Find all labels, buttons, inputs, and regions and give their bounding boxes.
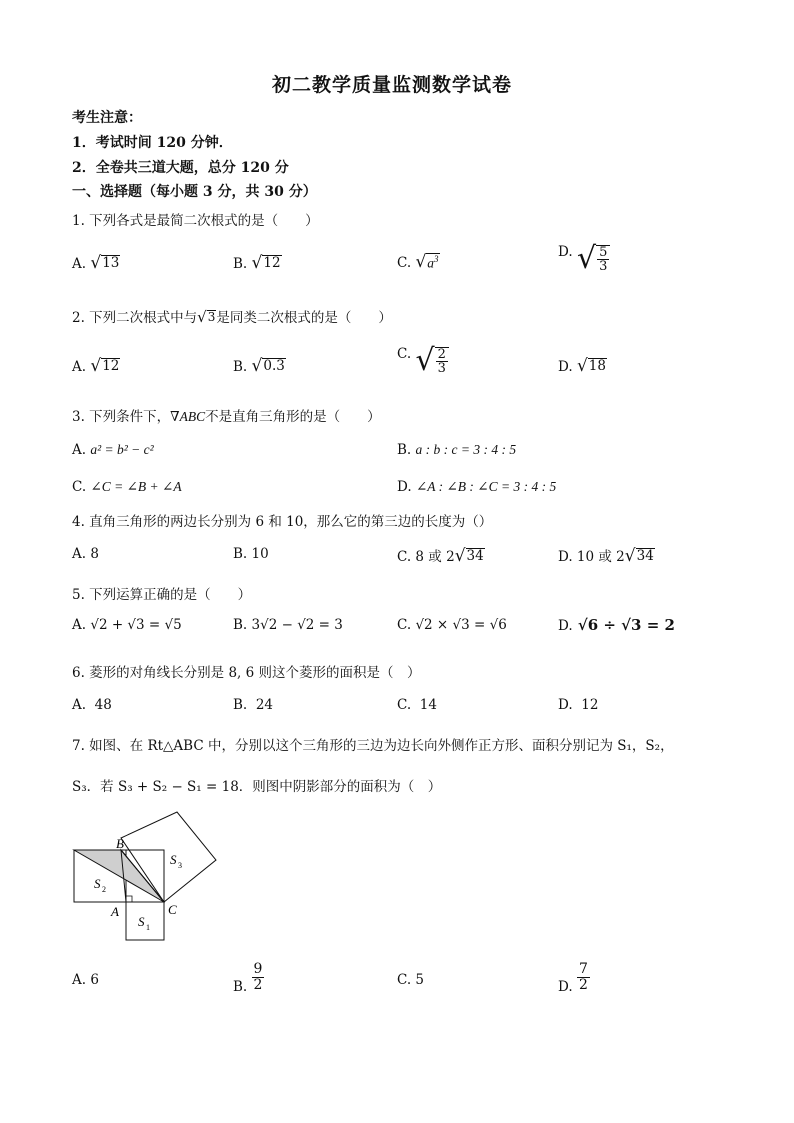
q1-c-label: C. — [397, 255, 412, 272]
q4-d-radical: √ 34 — [624, 546, 654, 566]
q2-stem — [72, 306, 392, 326]
q3-stem — [72, 405, 381, 425]
q7-b-denominator: 2 — [253, 976, 263, 993]
q5-b-label: B. — [233, 617, 248, 633]
q1-d-label: D. — [558, 244, 573, 260]
q3-stem-pre: 3. 下列条件下， — [72, 409, 171, 425]
q3-option-d — [397, 479, 556, 495]
q5-c-expr: √2 × √3 = √6 — [415, 617, 507, 633]
q2-stem-pre: 2. 下列二次根式中与 — [72, 310, 198, 326]
q2-option-b — [233, 358, 286, 375]
q2-d-value: 18 — [588, 358, 606, 375]
label-a: A — [111, 904, 119, 919]
q2-a-label: A. — [72, 359, 87, 375]
q1-a-radical: √ 13 — [90, 253, 120, 273]
q6-option-c — [397, 697, 437, 713]
q7-option-c: C. 5 — [397, 972, 425, 988]
q1-b-value: 12 — [263, 255, 281, 272]
label-s3: S — [170, 852, 177, 867]
q7-option-b — [233, 961, 264, 995]
right-angle-mark — [126, 896, 132, 902]
q5-b-expr: 3√2 − √2 = 3 — [251, 617, 343, 633]
q7-d-numerator: 7 — [578, 961, 588, 977]
q1-c-exponent: 3 — [434, 254, 439, 264]
q5-c-label: C. — [397, 617, 412, 633]
q2-c-denominator: 3 — [437, 361, 446, 377]
q3-stem-triangle: ∇ABC — [170, 409, 206, 424]
q4-c-radical: √ 34 — [454, 546, 484, 566]
notice-item-2: 2．全卷共三道大题，总分 120 分 — [72, 160, 289, 176]
q5-stem: 5. 下列运算正确的是（ ） — [72, 587, 252, 603]
q4-d-prefix: D. 10 或 2 — [558, 549, 625, 565]
label-s3-sub: 3 — [178, 861, 182, 870]
section-heading: 一、选择题（每小题 3 分，共 30 分） — [72, 184, 317, 200]
q5-d-expr: √6 ÷ √3 = 2 — [577, 616, 675, 634]
q1-b-label: B. — [233, 256, 248, 272]
q2-c-label: C. — [397, 346, 412, 362]
q2-b-value: 0.3 — [263, 358, 285, 375]
q6-option-d — [558, 697, 598, 713]
q4-option-c — [397, 545, 485, 565]
q1-d-radical: √ $\frac{5}{3}$ — [577, 244, 610, 274]
q6-b-label: B. — [233, 697, 248, 713]
q6-c-value: 14 — [419, 697, 437, 713]
label-s1: S — [138, 914, 145, 929]
square-s1 — [126, 902, 164, 940]
label-s2: S — [94, 876, 101, 891]
q2-stem-radical: √ 3 — [197, 308, 216, 326]
q3-a-label: A. — [72, 442, 87, 458]
q6-a-label: A. — [72, 697, 87, 713]
label-s1-sub: 1 — [146, 923, 150, 932]
q5-option-c — [397, 617, 507, 633]
q3-d-label: D. — [397, 479, 412, 495]
q7-d-label: D. — [558, 978, 573, 995]
q3-option-b — [397, 442, 516, 458]
q3-a-expr: a² = b² − c² — [90, 442, 154, 457]
q5-d-label: D. — [558, 618, 573, 634]
q2-d-radical: √ 18 — [576, 356, 606, 376]
q4-stem: 4. 直角三角形的两边长分别为 6 和 10，那么它的第三边的长度为（） — [72, 514, 493, 530]
q2-b-label: B. — [233, 359, 248, 375]
q4-option-b: B. 10 — [233, 546, 269, 562]
q7-option-d — [558, 961, 590, 995]
q6-option-b — [233, 697, 273, 713]
q1-option-b — [233, 255, 282, 272]
q1-c-base: a — [427, 255, 435, 271]
q2-option-a — [72, 358, 120, 375]
q2-stem-post: 是同类二次根式的是（ ） — [216, 310, 392, 326]
q3-stem-post: 不是直角三角形的是（ ） — [205, 409, 381, 425]
q7-stem-line1: 7. 如图、在 Rt△ABC 中，分别以这个三角形的三边为边长向外侧作正方形、面积分别记为 S₁，S₂， — [72, 738, 674, 754]
q2-c-radical: √ $\frac{2}{3}$ — [415, 346, 448, 376]
q5-a-label: A. — [72, 617, 87, 633]
q4-option-a: A. 8 — [72, 546, 99, 562]
q6-c-label: C. — [397, 697, 412, 713]
q5-a-expr: √2 + √3 = √5 — [90, 617, 182, 633]
q1-b-radical: √ 12 — [251, 253, 281, 273]
q4-option-d — [558, 545, 655, 565]
q2-b-radical: √ 0.3 — [251, 356, 285, 376]
q5-option-b — [233, 617, 343, 633]
q3-option-a — [72, 442, 154, 458]
q2-a-radical: √ 12 — [90, 356, 120, 376]
q3-b-expr: a : b : c = 3 : 4 : 5 — [415, 442, 517, 457]
q1-option-a — [72, 255, 120, 272]
q1-d-numerator: 5 — [599, 244, 608, 260]
q1-a-label: A. — [72, 256, 87, 272]
q6-b-value: 24 — [255, 697, 273, 713]
q6-d-label: D. — [558, 697, 573, 713]
q2-c-numerator: 2 — [437, 346, 446, 362]
label-b: B — [116, 836, 124, 851]
q7-figure — [66, 808, 226, 948]
q1-option-c — [397, 253, 440, 271]
q2-option-d — [558, 358, 607, 375]
q1-a-value: 13 — [102, 255, 120, 272]
q7-option-a: A. 6 — [72, 972, 99, 988]
shaded-region — [74, 850, 164, 902]
q5-option-d — [558, 616, 675, 634]
q6-stem: 6. 菱形的对角线长分别是 8, 6 则这个菱形的面积是（ ） — [72, 665, 421, 681]
q2-a-value: 12 — [102, 358, 120, 375]
q3-b-label: B. — [397, 442, 412, 458]
q2-option-c — [397, 343, 449, 378]
label-c: C — [168, 902, 177, 917]
q3-c-expr: ∠C = ∠B + ∠A — [90, 479, 182, 494]
q2-stem-radical-value: 3 — [207, 310, 216, 325]
q7-b-label: B. — [233, 978, 248, 995]
q4-d-value: 34 — [636, 548, 654, 565]
notice-heading: 考生注意： — [72, 110, 142, 126]
q7-b-numerator: 9 — [253, 961, 263, 977]
q1-d-denominator: 3 — [599, 259, 608, 275]
q4-c-value: 34 — [466, 548, 484, 565]
q2-d-label: D. — [558, 359, 573, 375]
q3-c-label: C. — [72, 479, 87, 495]
q1-c-radical: √ $a^3$ — [415, 252, 439, 273]
q3-option-c — [72, 479, 182, 495]
q6-d-value: 12 — [581, 697, 599, 713]
label-s2-sub: 2 — [102, 885, 106, 894]
square-s3 — [121, 812, 216, 902]
q1-option-d — [558, 241, 610, 276]
q1-stem: 1. 下列各式是最简二次根式的是（ ） — [72, 213, 319, 229]
page-title: 初二教学质量监测数学试卷 — [272, 74, 513, 96]
q7-stem-line2: S₃．若 S₃ + S₂ − S₁ = 18．则图中阴影部分的面积为（ ） — [72, 779, 442, 795]
q4-c-prefix: C. 8 或 2 — [397, 549, 455, 565]
q3-d-expr: ∠A : ∠B : ∠C = 3 : 4 : 5 — [415, 479, 557, 494]
notice-item-1: 1．考试时间 120 分钟． — [72, 135, 233, 151]
q7-d-denominator: 2 — [578, 976, 588, 993]
q6-option-a — [72, 697, 112, 713]
q5-option-a — [72, 617, 182, 633]
q6-a-value: 48 — [94, 697, 112, 713]
